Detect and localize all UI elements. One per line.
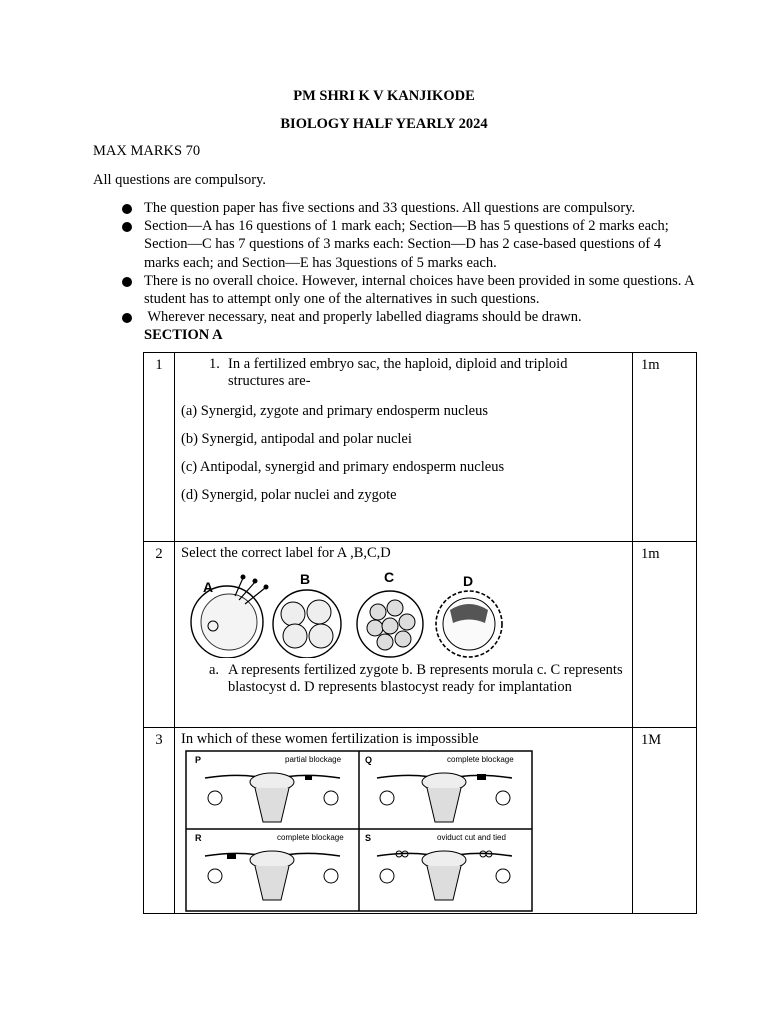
question-text: Select the correct label for A ,B,C,D <box>181 545 391 561</box>
school-title: PM SHRI K V KANJIKODE <box>293 88 475 104</box>
oviduct-figure <box>185 750 533 912</box>
panel-letter: S <box>365 833 372 843</box>
option-c: (c) Antipodal, synergid and primary endosperm nucleus <box>181 459 505 475</box>
question-number: 2 <box>144 542 175 728</box>
question-row <box>144 353 697 542</box>
answer-text: A represents fertilized zygote b. B represents morula c. C represents blastocyst d. D represents blastocyst ready for implantation <box>228 662 623 695</box>
instructions-list <box>120 199 700 326</box>
embryo-stages-figure <box>185 568 515 658</box>
option-d: (d) Synergid, polar nuclei and zygote <box>181 487 397 503</box>
stage-a-figure <box>191 575 269 659</box>
figure-label-c: C <box>384 569 395 585</box>
figure-label-a: A <box>203 579 214 595</box>
panel-letter: Q <box>365 755 373 765</box>
compulsory-note: All questions are compulsory. <box>93 172 267 188</box>
option-a: (a) Synergid, zygote and primary endosperm nucleus <box>181 403 488 419</box>
question-text-wrap <box>181 356 626 390</box>
questions-table <box>143 352 697 914</box>
panel-caption: complete blockage <box>447 755 514 764</box>
max-marks: MAX MARKS 70 <box>93 143 201 159</box>
figure-label-b: B <box>300 571 311 587</box>
instruction-item: The question paper has five sections and 33 questions. All questions are compulsory. <box>120 199 700 217</box>
stage-c-figure <box>357 569 423 657</box>
section-title: SECTION A <box>144 327 223 343</box>
question-row <box>144 542 697 728</box>
list-label: 1. <box>209 356 220 372</box>
panel-caption: partial blockage <box>285 755 342 764</box>
question-marks: 1M <box>633 728 697 914</box>
stage-b-figure <box>273 571 341 658</box>
panel-caption: oviduct cut and tied <box>437 833 506 842</box>
exam-title: BIOLOGY HALF YEARLY 2024 <box>280 116 488 132</box>
question-body <box>175 542 633 728</box>
question-body <box>175 728 633 914</box>
stage-d-figure <box>436 573 502 657</box>
question-marks: 1m <box>633 542 697 728</box>
panel-letter: P <box>195 755 202 765</box>
instruction-item: Section—A has 16 questions of 1 mark each; Section—B has 5 questions of 2 marks each; Section—C has 7 questions of 3 marks each: Section—D has 2 case-based questions of 4 marks each; and Section—E has 3questions of 5 marks each. <box>120 217 700 272</box>
list-label: a. <box>209 662 220 678</box>
question-text: In a fertilized embryo sac, the haploid, diploid and triploid structures are- <box>228 356 568 389</box>
figure-label-d: D <box>463 573 474 589</box>
answer-wrap <box>181 662 626 696</box>
question-row <box>144 728 697 914</box>
question-number: 3 <box>144 728 175 914</box>
question-number: 1 <box>144 353 175 542</box>
panel-letter: R <box>195 833 202 843</box>
panel-caption: complete blockage <box>277 833 344 842</box>
instruction-item: There is no overall choice. However, internal choices have been provided in some questions. A student has to attempt only one of the alternatives in such questions. <box>120 272 700 308</box>
question-marks: 1m <box>633 353 697 542</box>
question-text: In which of these women fertilization is impossible <box>181 731 479 747</box>
question-body <box>175 353 633 542</box>
instruction-item: Wherever necessary, neat and properly labelled diagrams should be drawn. <box>120 308 700 326</box>
option-b: (b) Synergid, antipodal and polar nuclei <box>181 431 412 447</box>
